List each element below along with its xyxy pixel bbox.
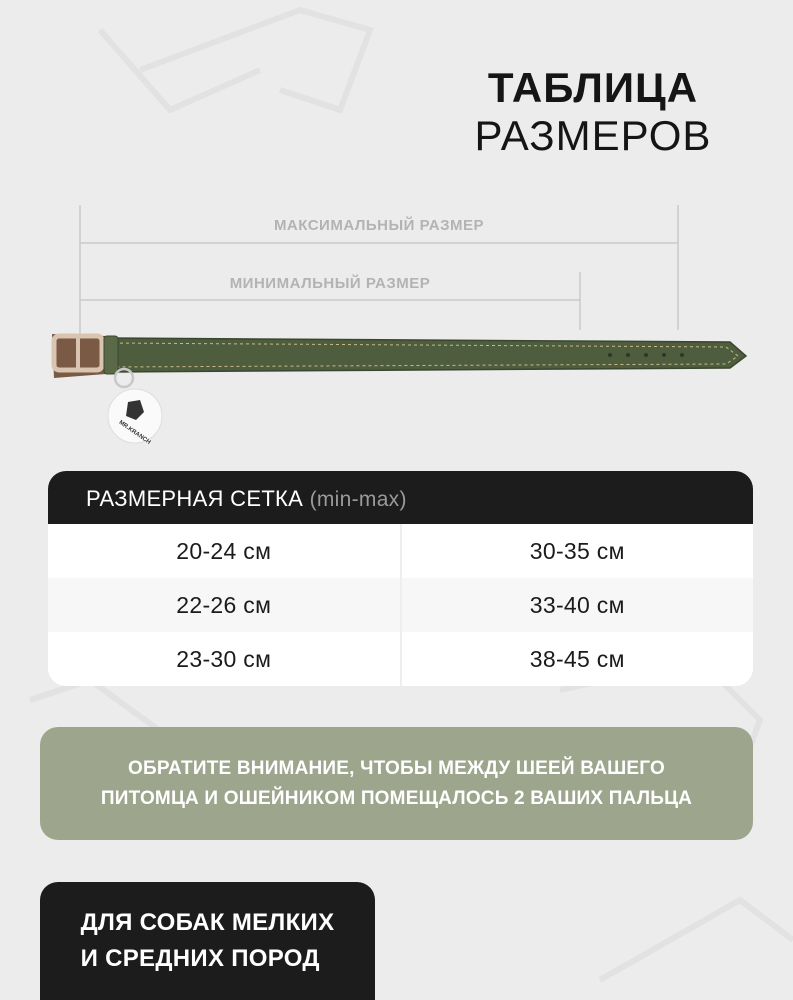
title-line-1: ТАБЛИЦА	[487, 64, 699, 111]
size-table-heading: РАЗМЕРНАЯ СЕТКА	[86, 486, 304, 511]
size-table-header	[48, 471, 753, 524]
size-cell: 30-35 см	[400, 524, 754, 578]
size-cell: 22-26 см	[48, 578, 400, 632]
notice-line-2: ПИТОМЦА И ОШЕЙНИКОМ ПОМЕЩАЛОСЬ 2 ВАШИХ ПАЛЬЦА	[100, 787, 693, 809]
size-cell: 33-40 см	[400, 578, 754, 632]
collar-image	[40, 320, 760, 450]
breed-badge	[40, 882, 375, 1000]
max-size-label: МАКСИМАЛЬНЫЙ РАЗМЕР	[273, 217, 485, 234]
size-cell: 20-24 см	[48, 524, 400, 578]
tag-brand-text: MR.KRANCH	[117, 419, 152, 446]
size-cell: 23-30 см	[48, 632, 400, 686]
size-table	[48, 471, 753, 686]
title-line-2: РАЗМЕРОВ	[474, 112, 712, 159]
table-row	[48, 632, 753, 686]
notice-line-1: ОБРАТИТЕ ВНИМАНИЕ, ЧТОБЫ МЕЖДУ ШЕЕЙ ВАШЕГО	[128, 757, 665, 779]
fit-notice	[40, 727, 753, 840]
size-cell: 38-45 см	[400, 632, 754, 686]
size-table-heading-sub: (min-max)	[309, 488, 407, 511]
badge-line-2: И СРЕДНИХ ПОРОД	[80, 945, 320, 972]
table-row	[48, 578, 753, 632]
badge-line-1: ДЛЯ СОБАК МЕЛКИХ	[80, 909, 335, 936]
min-size-label: МИНИМАЛЬНЫЙ РАЗМЕР	[229, 275, 431, 292]
table-row	[48, 524, 753, 578]
